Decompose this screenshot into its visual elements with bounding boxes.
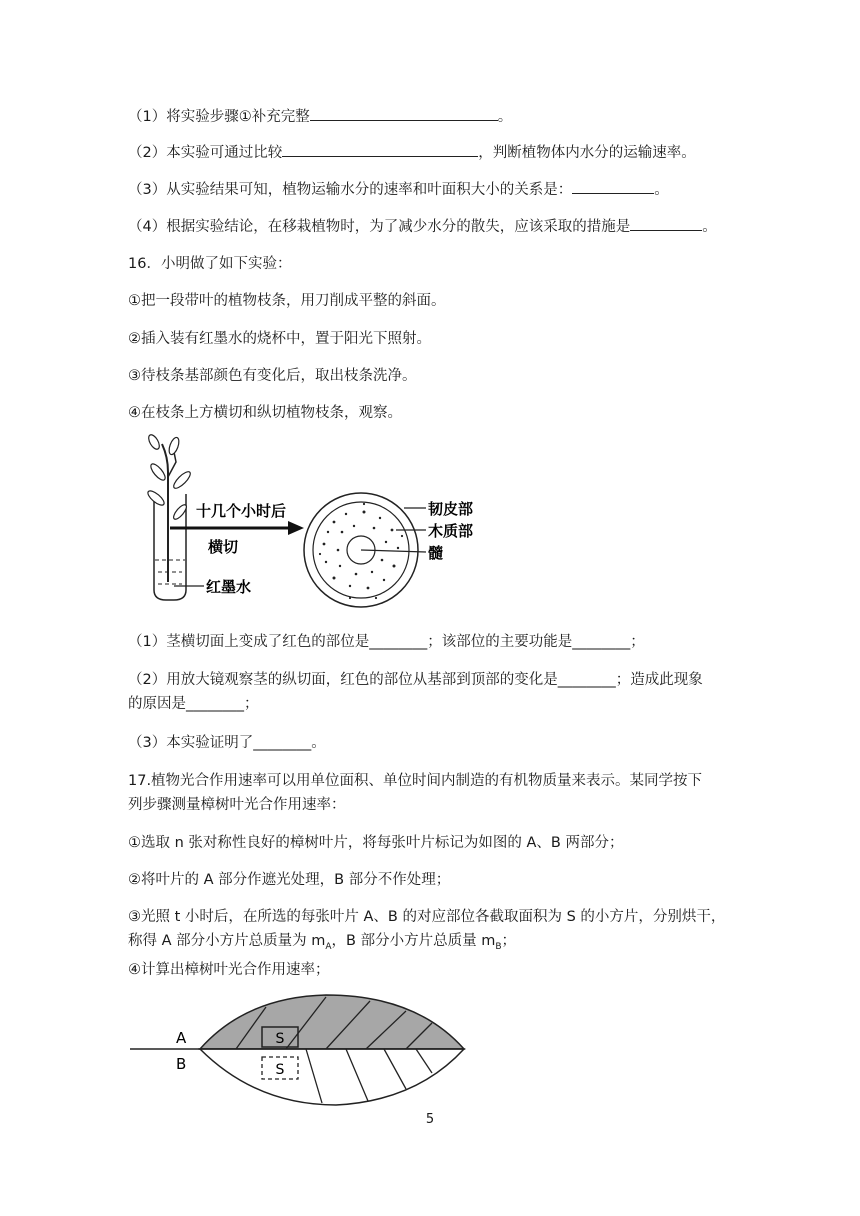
leaf-part-a [200, 995, 464, 1049]
leaf-icon [149, 462, 168, 482]
answer-blank[interactable] [572, 179, 654, 194]
q16-step-3: ③待枝条基部颜色有变化后，取出枝条洗净。 [128, 368, 417, 384]
q15-part2: （2）本实验可通过比较 ，判断植物体内水分的运输速率。 [128, 142, 696, 163]
q16-step-1: ①把一段带叶的植物枝条，用刀削成平整的斜面。 [128, 293, 446, 309]
answer-blank[interactable]: ________ [557, 672, 616, 688]
leaf-part-b [200, 1049, 464, 1105]
label-phloem: 韧皮部 [428, 500, 474, 518]
q17-step-3b: 称得 A 部分小方片总质量为 $m_A$，B 部分小方片总质量 $m_B$； [128, 933, 517, 952]
answer-blank[interactable] [630, 216, 702, 231]
q17-intro-line2: 列步骤测量樟树叶光合作用速率： [128, 797, 346, 813]
q17-intro-line1: 17.植物光合作用速率可以用单位面积、单位时间内制造的有机物质量来表示。某同学按下 [128, 773, 703, 789]
arrow-label-bottom: 横切 [208, 538, 239, 556]
answer-blank[interactable]: ________ [572, 634, 631, 650]
q16-step-4: ④在枝条上方横切和纵切植物枝条，观察。 [128, 405, 402, 421]
q16-step-2: ②插入装有红墨水的烧杯中，置于阳光下照射。 [128, 331, 431, 347]
q17-step-1: ①选取 n 张对称性良好的樟树叶片，将每张叶片标记为如图的 A、B 两部分； [128, 835, 624, 851]
q17-step-3a: ③光照 t 小时后，在所选的每张叶片 A、B 的对应部位各截取面积为 S 的小方片，分别烘干， [128, 909, 726, 925]
q15-part3: （3）从实验结果可知，植物运输水分的速率和叶面积大小的关系是： 。 [128, 179, 669, 200]
answer-blank[interactable]: ________ [186, 696, 244, 712]
arrow-label-top: 十几个小时后 [196, 502, 287, 520]
svg-text:S: S [275, 1031, 285, 1047]
q16-sub1: （1）茎横切面上变成了红色的部位是________；该部位的主要功能是________； [128, 634, 645, 650]
leaf-icon [146, 489, 166, 508]
q15-part1: （1）将实验步骤①补充完整 。 [128, 106, 512, 127]
plant-stem [162, 444, 168, 582]
q16-sub2: （2）用放大镜观察茎的纵切面，红色的部位从基部到顶部的变化是________；造成此现象 [128, 672, 703, 688]
label-pith: 髓 [428, 544, 444, 562]
leaf-figure [126, 985, 471, 1115]
q15-part4: （4）根据实验结论，在移栽植物时，为了减少水分的散失，应该采取的措施是 。 [128, 216, 717, 237]
q16-sub3: （3）本实验证明了________。 [128, 735, 326, 751]
q17-step-2: ②将叶片的 A 部分作遮光处理，B 部分不作处理； [128, 872, 451, 888]
label-a: A [176, 1029, 187, 1047]
answer-blank[interactable]: ________ [369, 634, 428, 650]
answer-blank[interactable] [282, 142, 478, 157]
q17-step-4: ④计算出樟树叶光合作用速率； [128, 962, 330, 978]
answer-blank[interactable] [310, 106, 498, 121]
beaker-label: 红墨水 [206, 578, 252, 596]
stem-experiment-figure [124, 432, 494, 610]
leaf-icon [147, 433, 162, 451]
leaf-icon [171, 469, 192, 490]
label-b: B [176, 1055, 187, 1073]
page-number: 5 [425, 1112, 435, 1127]
q16-title: 16．小明做了如下实验： [128, 256, 292, 272]
label-xylem: 木质部 [428, 522, 474, 540]
leaf-icon [167, 436, 181, 456]
answer-blank[interactable]: ________ [253, 735, 312, 751]
svg-text:S: S [275, 1062, 285, 1078]
q16-sub2-line2: 的原因是________； [128, 696, 259, 712]
